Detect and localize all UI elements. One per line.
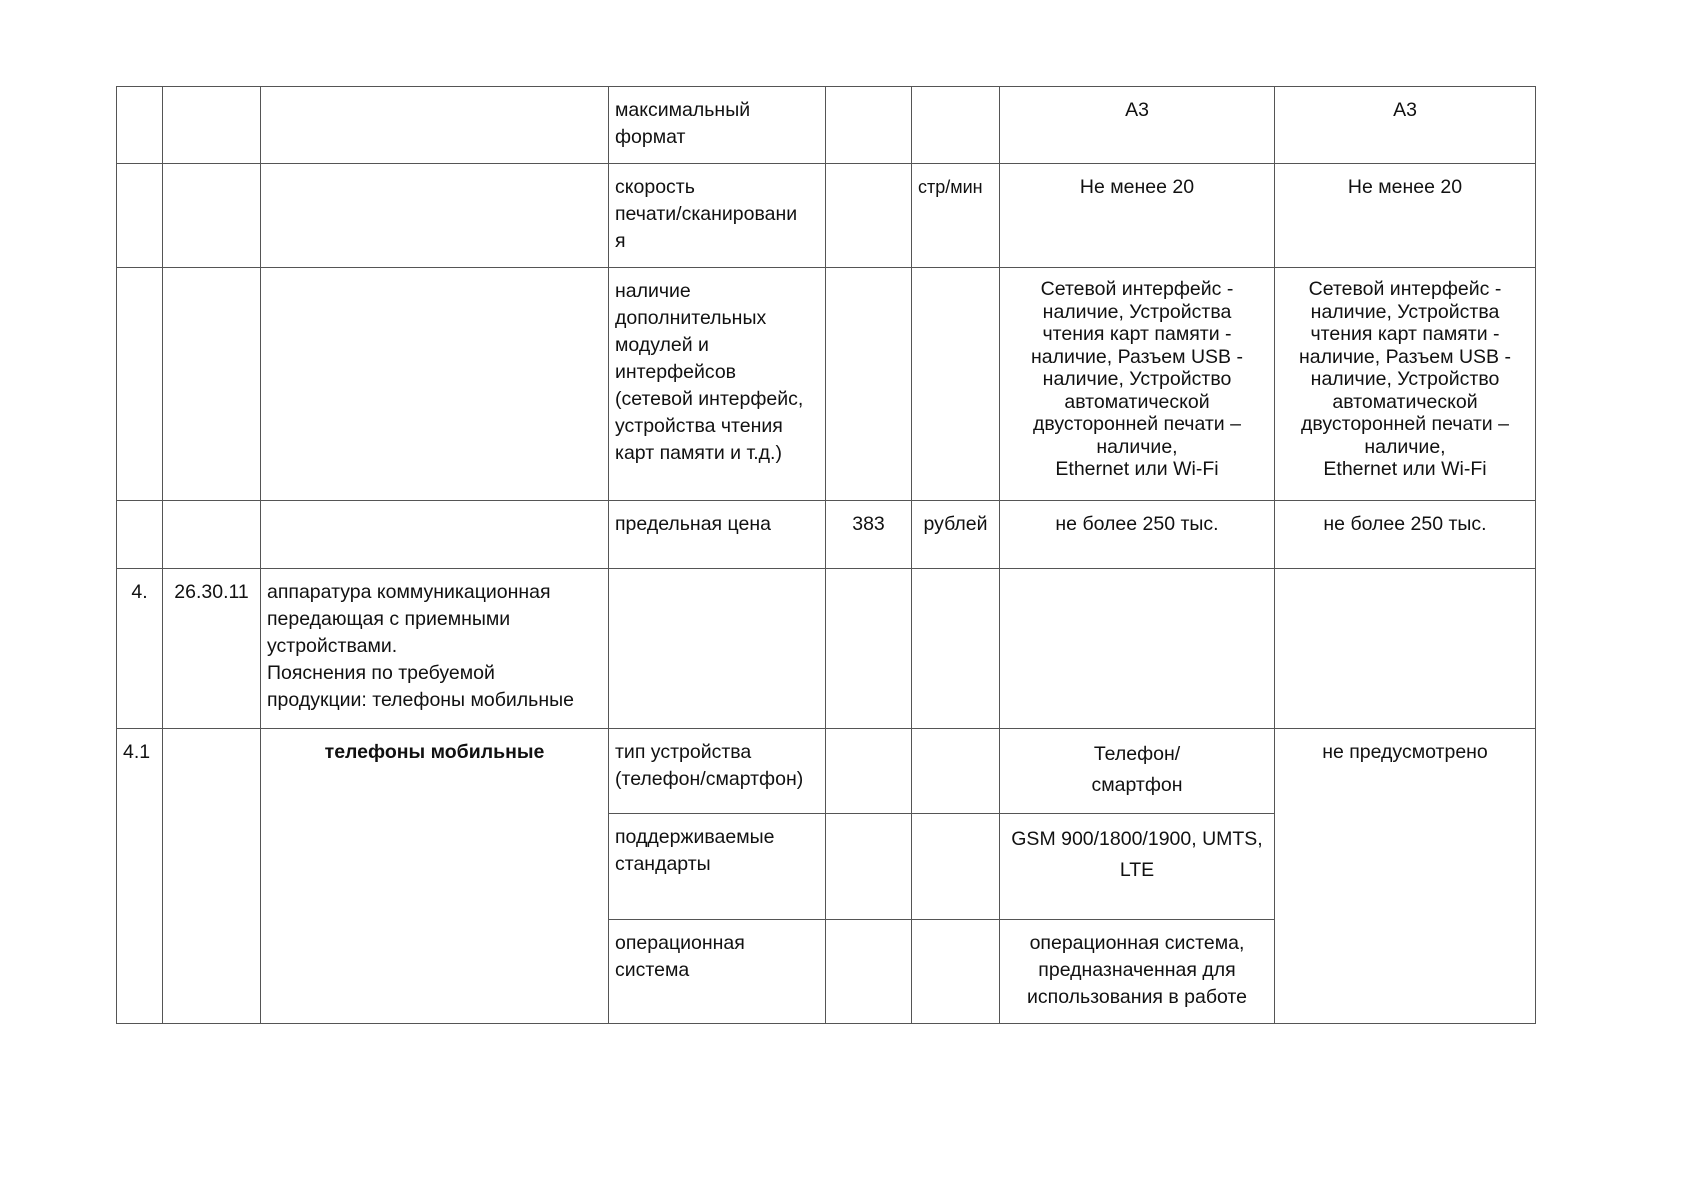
value-cell-b xyxy=(1275,569,1536,729)
unit-cell xyxy=(912,87,1000,164)
table-row xyxy=(117,729,1536,814)
table-row xyxy=(117,164,1536,268)
product-name-cell xyxy=(261,501,609,569)
parameter-cell xyxy=(609,569,826,729)
value-cell-b: А3 xyxy=(1275,87,1536,164)
value-cell-b: Не менее 20 xyxy=(1275,164,1536,268)
value-cell-a: GSM 900/1800/1900, UMTS, LTE xyxy=(1000,814,1275,920)
unit-cell xyxy=(912,729,1000,814)
okpd-code-cell xyxy=(163,164,261,268)
okpd-code-cell xyxy=(163,87,261,164)
table-row xyxy=(117,268,1536,501)
okpd-code-cell xyxy=(163,268,261,501)
row-number-cell: 4. xyxy=(117,569,163,729)
value-cell-b: не предусмотрено xyxy=(1275,729,1536,1024)
row-number-cell xyxy=(117,268,163,501)
row-number-cell xyxy=(117,164,163,268)
okei-code-cell xyxy=(826,268,912,501)
parameter-cell: тип устройства (телефон/смартфон) xyxy=(609,729,826,814)
okpd-code-cell: 26.30.11 xyxy=(163,569,261,729)
okei-code-cell xyxy=(826,920,912,1024)
unit-cell: стр/мин xyxy=(912,164,1000,268)
parameter-cell: наличие дополнительных модулей и интерфейсов (сетевой интерфейс, устройства чтения карт памяти и т.д.) xyxy=(609,268,826,501)
unit-cell xyxy=(912,920,1000,1024)
okpd-code-cell xyxy=(163,501,261,569)
row-number-cell xyxy=(117,501,163,569)
product-name-cell: аппаратура коммуникационная передающая с приемными устройствами. Пояснения по требуемой продукции: телефоны мобильные xyxy=(261,569,609,729)
unit-cell xyxy=(912,569,1000,729)
product-name-cell xyxy=(261,164,609,268)
row-number-cell: 4.1 xyxy=(117,729,163,1024)
unit-cell xyxy=(912,268,1000,501)
unit-cell: рублей xyxy=(912,501,1000,569)
okpd-code-cell xyxy=(163,729,261,1024)
product-name-cell xyxy=(261,87,609,164)
parameter-cell: операционная система xyxy=(609,920,826,1024)
characteristics-table xyxy=(116,86,1536,1024)
table-row xyxy=(117,87,1536,164)
okei-code-cell: 383 xyxy=(826,501,912,569)
okei-code-cell xyxy=(826,729,912,814)
parameter-cell: максимальный формат xyxy=(609,87,826,164)
value-cell-b: Сетевой интерфейс - наличие, Устройства чтения карт памяти - наличие, Разъем USB - наличие, Устройство автоматической двусторонней печати – наличие, Ethernet или Wi-Fi xyxy=(1275,268,1536,501)
parameter-cell: поддерживаемые стандарты xyxy=(609,814,826,920)
okei-code-cell xyxy=(826,164,912,268)
value-cell-a: не более 250 тыс. xyxy=(1000,501,1275,569)
table-row xyxy=(117,501,1536,569)
okei-code-cell xyxy=(826,569,912,729)
product-name-cell xyxy=(261,268,609,501)
value-cell-a: операционная система, предназначенная для использования в работе xyxy=(1000,920,1275,1024)
parameter-cell: скорость печати/сканировани я xyxy=(609,164,826,268)
value-cell-a xyxy=(1000,569,1275,729)
table-row xyxy=(117,569,1536,729)
value-cell-b: не более 250 тыс. xyxy=(1275,501,1536,569)
product-name-cell: телефоны мобильные xyxy=(261,729,609,1024)
value-cell-a: Телефон/ смартфон xyxy=(1000,729,1275,814)
okei-code-cell xyxy=(826,814,912,920)
value-cell-a: Не менее 20 xyxy=(1000,164,1275,268)
okei-code-cell xyxy=(826,87,912,164)
value-cell-a: А3 xyxy=(1000,87,1275,164)
parameter-cell: предельная цена xyxy=(609,501,826,569)
unit-cell xyxy=(912,814,1000,920)
value-cell-a: Сетевой интерфейс - наличие, Устройства чтения карт памяти - наличие, Разъем USB - наличие, Устройство автоматической двусторонней печати – наличие, Ethernet или Wi-Fi xyxy=(1000,268,1275,501)
row-number-cell xyxy=(117,87,163,164)
